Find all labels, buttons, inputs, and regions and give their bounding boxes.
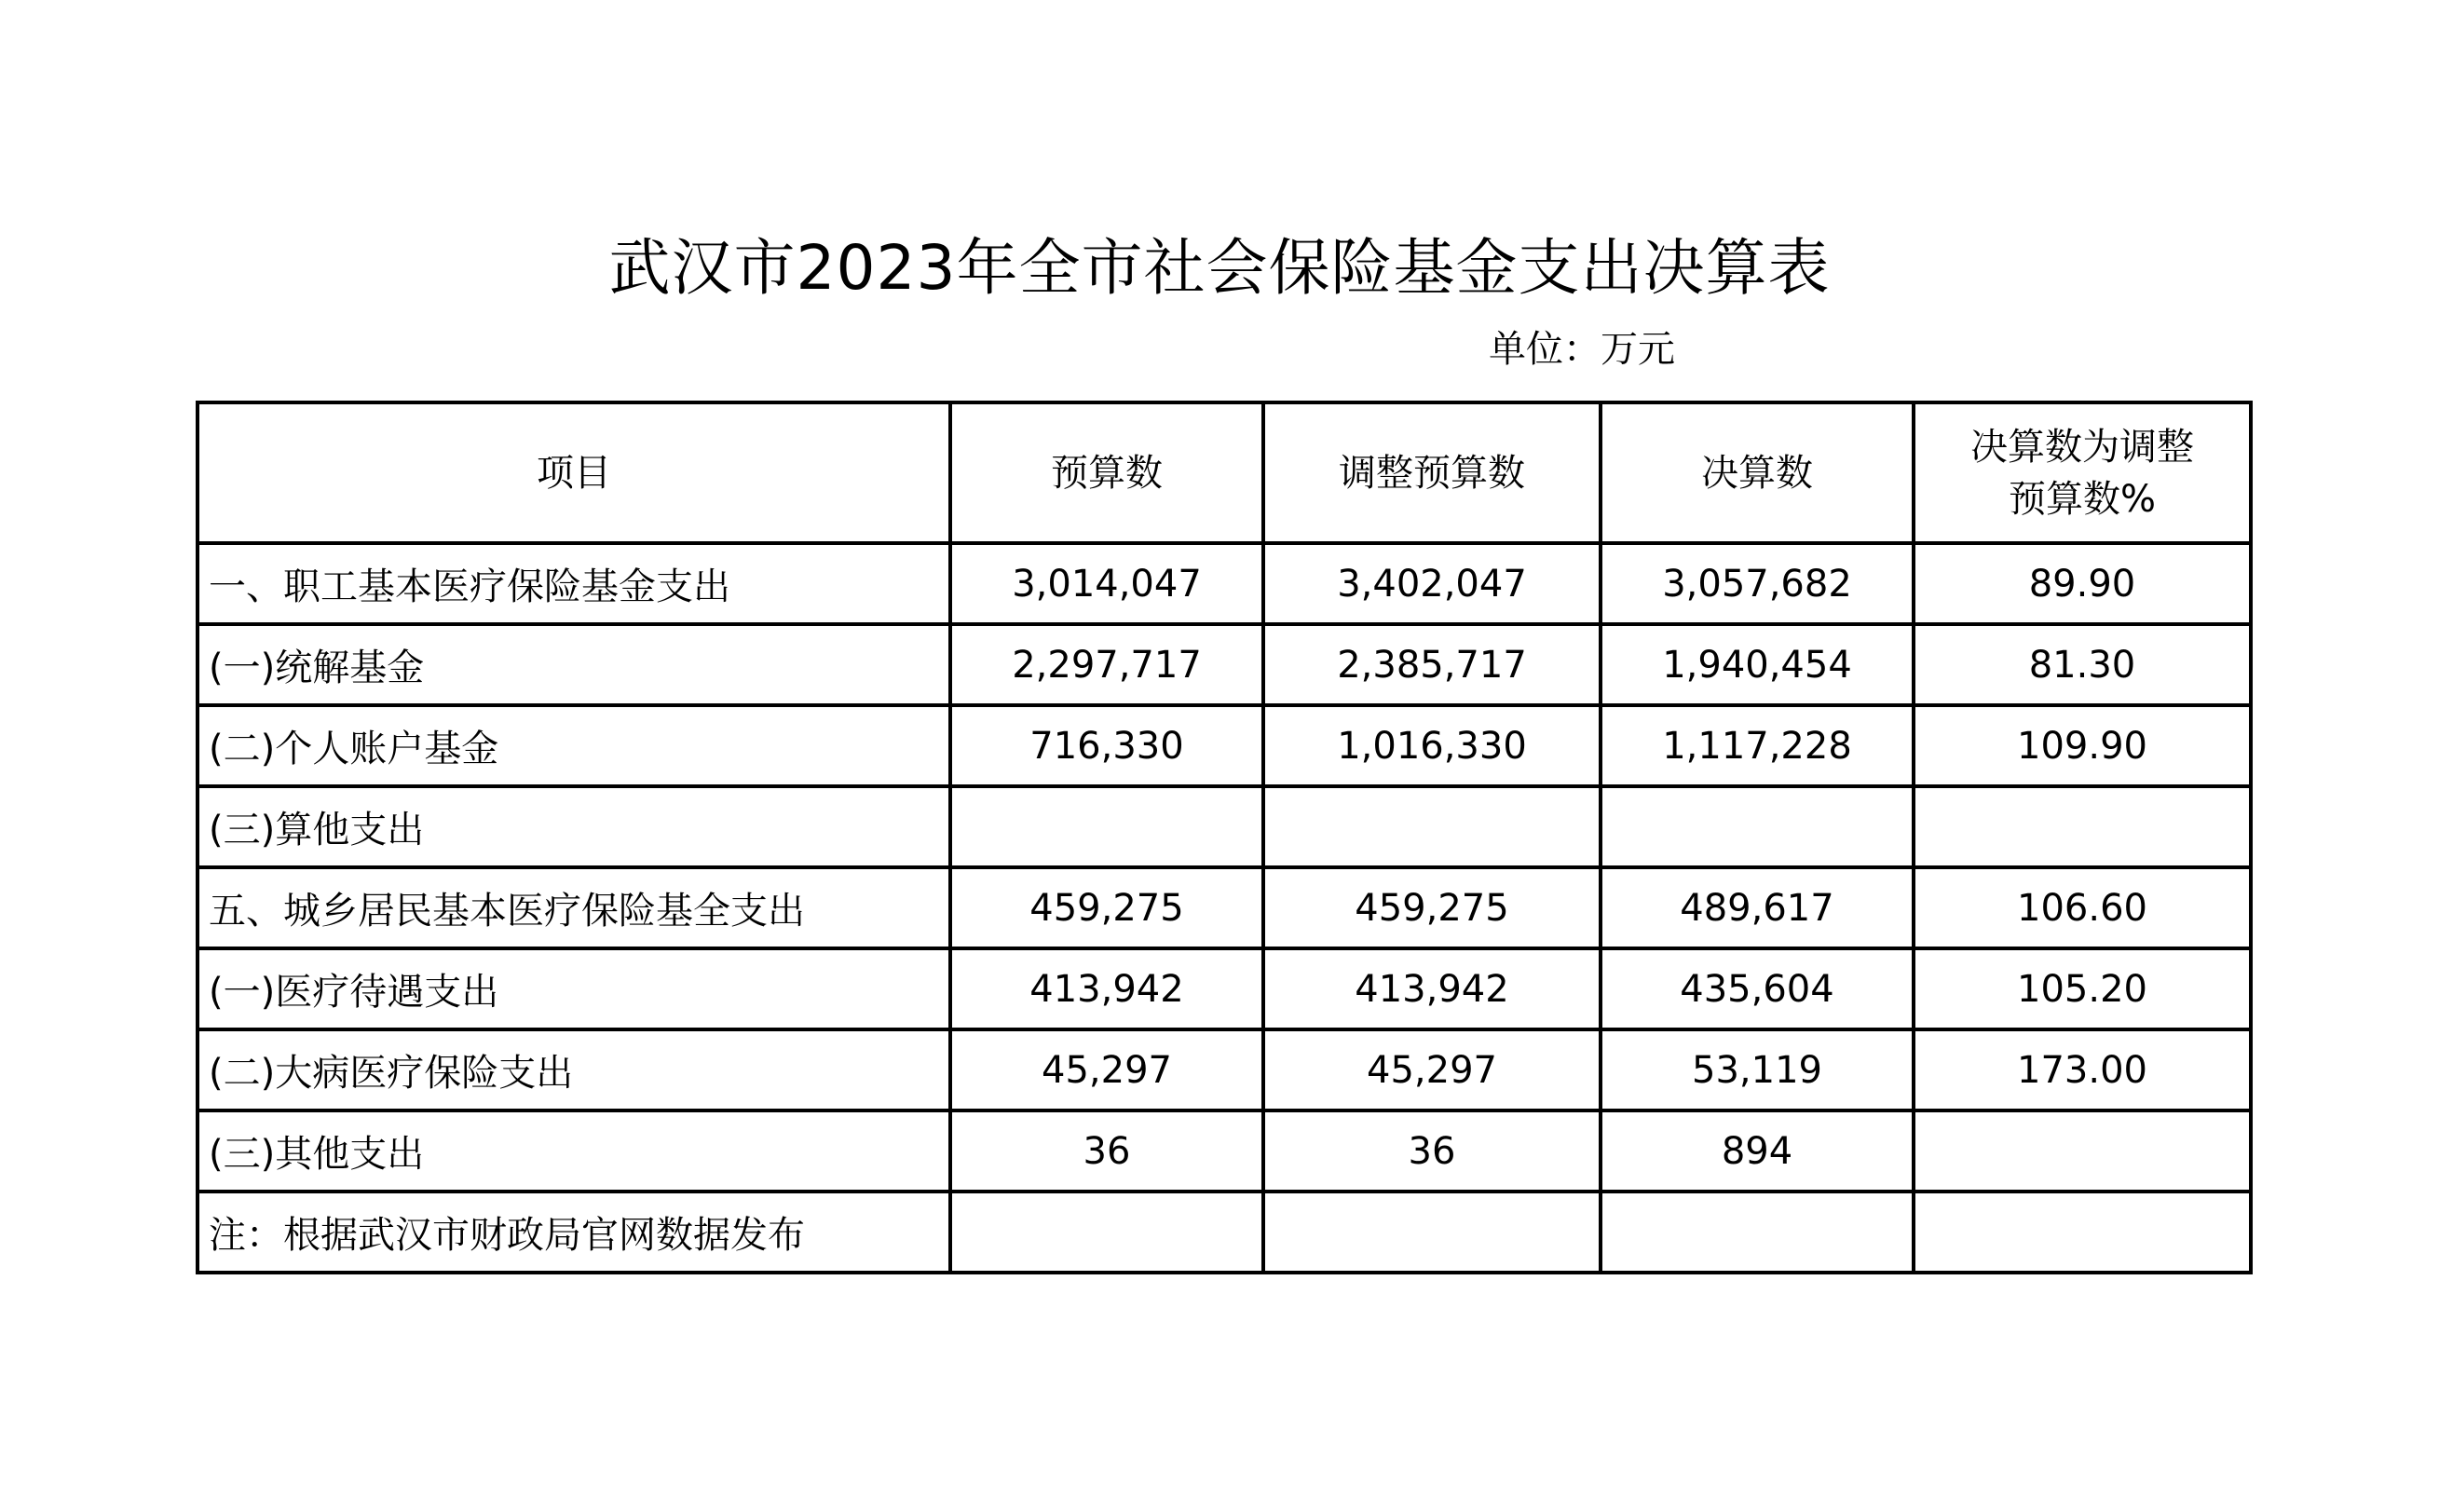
row-pct: 81.30 [1914,624,2251,705]
row-budget [950,1192,1263,1273]
row-item: (二)大病医疗保险支出 [198,1029,950,1110]
row-item: 一、职工基本医疗保险基金支出 [198,543,950,624]
header-budget: 预算数 [950,402,1263,543]
header-final: 决算数 [1601,402,1914,543]
row-pct: 105.20 [1914,948,2251,1029]
row-adjusted: 459,275 [1263,867,1601,948]
row-pct [1914,1192,2251,1273]
row-final: 53,119 [1601,1029,1914,1110]
table-row [198,705,2251,786]
row-budget: 716,330 [950,705,1263,786]
header-item: 项目 [198,402,950,543]
table-row [198,867,2251,948]
row-budget: 36 [950,1110,1263,1192]
row-final: 1,117,228 [1601,705,1914,786]
row-pct: 89.90 [1914,543,2251,624]
row-adjusted: 3,402,047 [1263,543,1601,624]
table-row [198,624,2251,705]
row-budget [950,786,1263,867]
row-pct: 106.60 [1914,867,2251,948]
row-item: (三)算他支出 [198,786,950,867]
row-adjusted [1263,1192,1601,1273]
budget-table [196,401,2253,1274]
row-budget: 413,942 [950,948,1263,1029]
row-item: (一)统解基金 [198,624,950,705]
row-adjusted: 45,297 [1263,1029,1601,1110]
row-final: 894 [1601,1110,1914,1192]
row-adjusted: 2,385,717 [1263,624,1601,705]
table-row [198,543,2251,624]
row-pct [1914,786,2251,867]
header-adjusted-budget: 调整预算数 [1263,402,1601,543]
table-row-note [198,1192,2251,1273]
row-final [1601,1192,1914,1273]
row-budget: 3,014,047 [950,543,1263,624]
row-adjusted: 1,016,330 [1263,705,1601,786]
row-pct: 109.90 [1914,705,2251,786]
page-title: 武汉市2023年全市社会保险基金支出决算表 [608,232,1831,304]
row-pct [1914,1110,2251,1192]
row-adjusted: 413,942 [1263,948,1601,1029]
row-final: 1,940,454 [1601,624,1914,705]
table-row [198,1029,2251,1110]
table-row [198,948,2251,1029]
row-adjusted: 36 [1263,1110,1601,1192]
row-item: (一)医疗待遇支出 [198,948,950,1029]
table-row [198,786,2251,867]
row-budget: 45,297 [950,1029,1263,1110]
row-final: 489,617 [1601,867,1914,948]
row-item: (三)其他支出 [198,1110,950,1192]
table-row [198,1110,2251,1192]
row-item: (二)个人账户基金 [198,705,950,786]
table-header-row [198,402,2251,543]
row-final [1601,786,1914,867]
row-final: 435,604 [1601,948,1914,1029]
row-budget: 459,275 [950,867,1263,948]
row-adjusted [1263,786,1601,867]
row-pct: 173.00 [1914,1029,2251,1110]
unit-label: 单位：万元 [1489,328,1675,371]
row-item: 注：根据武汉市财政局官网数据发布 [198,1192,950,1273]
header-final-pct: 决算数为调整预算数% [1914,402,2251,543]
row-item: 五、城乡居民基本医疗保险基全支出 [198,867,950,948]
row-budget: 2,297,717 [950,624,1263,705]
row-final: 3,057,682 [1601,543,1914,624]
